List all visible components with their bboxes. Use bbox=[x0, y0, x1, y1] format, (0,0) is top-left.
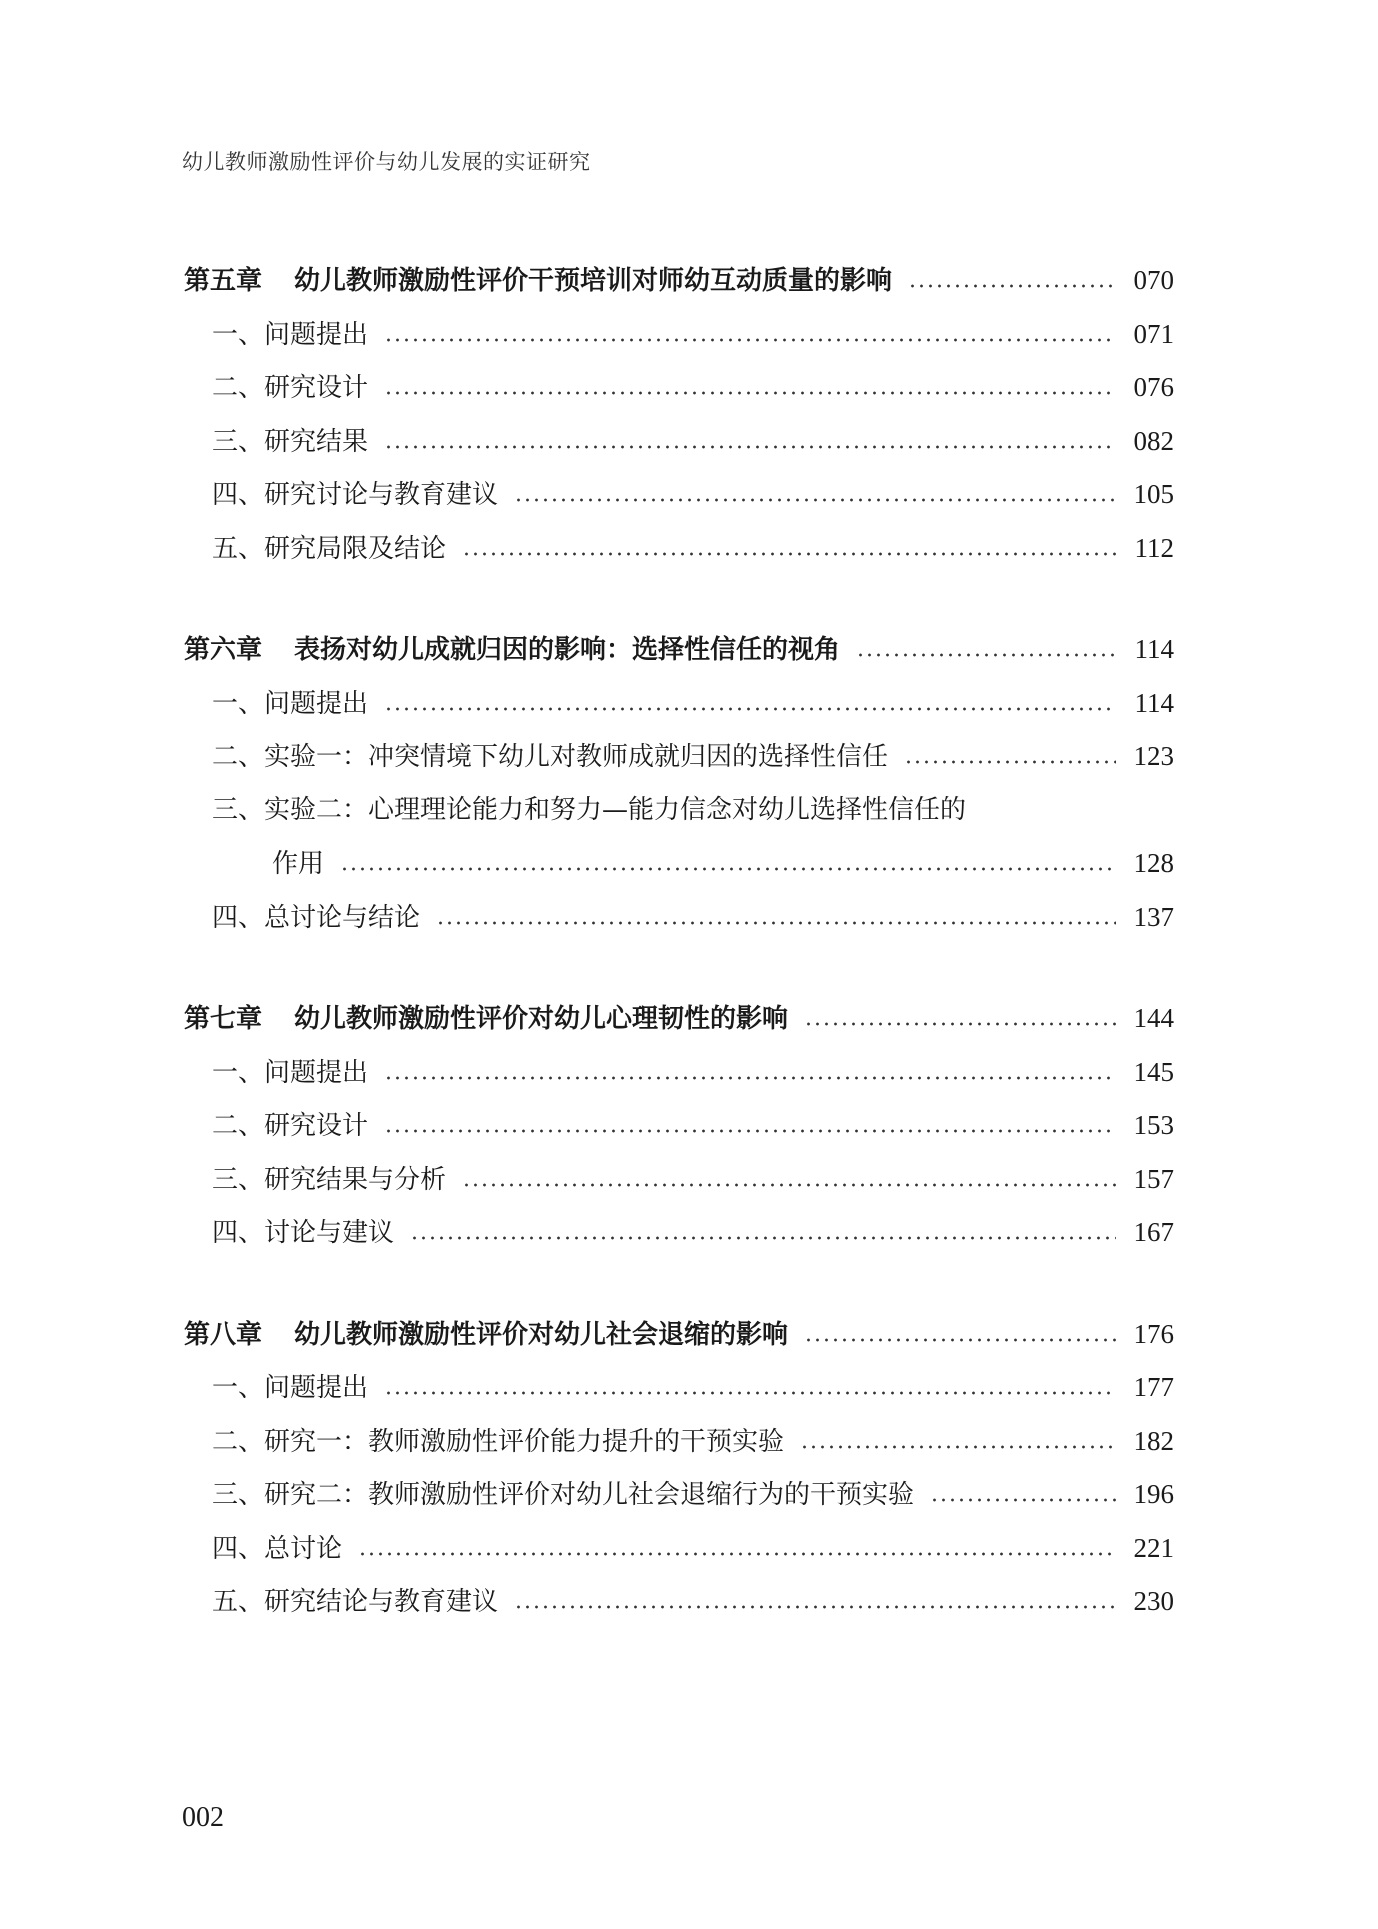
section-number: 三、 bbox=[212, 794, 265, 825]
toc-entry-section[interactable] bbox=[184, 1522, 1174, 1576]
section-number: 五、 bbox=[212, 533, 265, 564]
section-number: 二、 bbox=[212, 742, 265, 772]
toc-entry-chapter[interactable] bbox=[184, 623, 1174, 677]
section-title: 总讨论与结论 bbox=[264, 902, 421, 933]
chapter-title: 幼儿教师激励性评价干预培训对师幼互动质量的影响 bbox=[294, 266, 893, 296]
section-number: 四、 bbox=[212, 1218, 265, 1248]
section-page-number: 114 bbox=[1134, 687, 1174, 718]
section-page-number: 123 bbox=[1133, 741, 1174, 771]
section-page-number: 082 bbox=[1133, 425, 1174, 456]
toc-entry-section[interactable] bbox=[184, 415, 1174, 469]
toc-entry-section[interactable] bbox=[184, 891, 1174, 945]
section-title: 研究结果 bbox=[264, 426, 369, 457]
toc-entry-section[interactable] bbox=[184, 1153, 1174, 1207]
section-page-number: 196 bbox=[1133, 1479, 1174, 1509]
section-page-number: 137 bbox=[1133, 901, 1174, 932]
toc-entry-section[interactable] bbox=[184, 1206, 1174, 1260]
dot-leader bbox=[856, 648, 1116, 658]
dot-leader bbox=[358, 1547, 1116, 1557]
section-page-number: 105 bbox=[1133, 479, 1174, 509]
chapter-number: 第七章 bbox=[184, 1004, 263, 1034]
running-header: 幼儿教师激励性评价与幼儿发展的实证研究 bbox=[182, 150, 591, 174]
section-page-number: 071 bbox=[1133, 318, 1174, 349]
dot-leader bbox=[930, 1493, 1116, 1503]
section-page-number: 221 bbox=[1133, 1532, 1174, 1563]
chapter-title: 表扬对幼儿成就归因的影响：选择性信任的视角 bbox=[294, 635, 841, 665]
section-number: 一、 bbox=[212, 688, 265, 719]
section-page-number: 112 bbox=[1134, 532, 1174, 563]
section-number: 一、 bbox=[212, 319, 265, 350]
chapter-block bbox=[184, 1308, 1174, 1629]
chapter-block bbox=[184, 254, 1174, 575]
section-title: 研究二：教师激励性评价对幼儿社会退缩行为的干预实验 bbox=[264, 1480, 915, 1510]
toc-entry-section[interactable] bbox=[184, 730, 1174, 784]
section-title: 研究结果与分析 bbox=[264, 1164, 447, 1195]
dot-leader bbox=[514, 1600, 1116, 1610]
dot-leader bbox=[384, 1124, 1116, 1134]
chapter-page-number: 070 bbox=[1133, 265, 1174, 295]
section-title: 问题提出 bbox=[264, 688, 369, 719]
section-title: 研究结论与教育建议 bbox=[264, 1587, 499, 1617]
section-title: 问题提出 bbox=[264, 1057, 369, 1088]
page-number: 002 bbox=[182, 1802, 224, 1833]
dot-leader bbox=[804, 1017, 1116, 1027]
table-of-contents bbox=[184, 254, 1174, 1629]
section-title-continuation: 作用 bbox=[272, 849, 325, 879]
chapter-title: 幼儿教师激励性评价对幼儿心理韧性的影响 bbox=[294, 1004, 789, 1034]
toc-entry-section[interactable] bbox=[184, 468, 1174, 522]
toc-entry-section[interactable] bbox=[184, 1046, 1174, 1100]
toc-entry-section[interactable] bbox=[184, 1415, 1174, 1469]
dot-leader bbox=[384, 1386, 1116, 1396]
toc-entry-chapter[interactable] bbox=[184, 1308, 1174, 1362]
section-page-number: 128 bbox=[1133, 848, 1174, 878]
section-number: 一、 bbox=[212, 1373, 265, 1403]
dot-leader bbox=[904, 755, 1116, 765]
section-page-number: 182 bbox=[1133, 1425, 1174, 1456]
section-page-number: 167 bbox=[1133, 1217, 1174, 1247]
dot-leader bbox=[384, 702, 1116, 712]
dot-leader bbox=[436, 916, 1116, 926]
section-title: 总讨论 bbox=[264, 1533, 343, 1564]
chapter-block bbox=[184, 623, 1174, 944]
section-number: 二、 bbox=[212, 1111, 265, 1141]
section-number: 五、 bbox=[212, 1587, 265, 1617]
section-title: 研究一：教师激励性评价能力提升的干预实验 bbox=[264, 1426, 785, 1457]
toc-entry-chapter[interactable] bbox=[184, 992, 1174, 1046]
toc-entry-section[interactable] bbox=[184, 784, 1174, 838]
toc-entry-section[interactable] bbox=[184, 308, 1174, 362]
section-title: 研究设计 bbox=[264, 373, 369, 403]
toc-entry-section-continued[interactable] bbox=[184, 837, 1174, 891]
dot-leader bbox=[384, 440, 1116, 450]
section-number: 四、 bbox=[212, 480, 265, 510]
dot-leader bbox=[514, 493, 1116, 503]
section-page-number: 145 bbox=[1133, 1056, 1174, 1087]
dot-leader bbox=[462, 547, 1116, 557]
section-title: 研究局限及结论 bbox=[264, 533, 447, 564]
dot-leader bbox=[384, 386, 1116, 396]
section-page-number: 076 bbox=[1133, 372, 1174, 402]
section-number: 三、 bbox=[212, 1164, 265, 1195]
toc-entry-section[interactable] bbox=[184, 522, 1174, 576]
dot-leader bbox=[340, 862, 1116, 872]
chapter-number: 第五章 bbox=[184, 266, 263, 296]
section-number: 四、 bbox=[212, 1533, 265, 1564]
section-page-number: 230 bbox=[1133, 1586, 1174, 1616]
dot-leader bbox=[804, 1333, 1116, 1343]
dot-leader bbox=[800, 1440, 1116, 1450]
toc-entry-section[interactable] bbox=[184, 1361, 1174, 1415]
section-page-number: 157 bbox=[1133, 1163, 1174, 1194]
toc-entry-section[interactable] bbox=[184, 1099, 1174, 1153]
section-title: 问题提出 bbox=[264, 1373, 369, 1403]
dot-leader bbox=[908, 279, 1116, 289]
section-number: 三、 bbox=[212, 426, 265, 457]
section-title: 研究设计 bbox=[264, 1111, 369, 1141]
chapter-title: 幼儿教师激励性评价对幼儿社会退缩的影响 bbox=[294, 1319, 789, 1350]
section-page-number: 177 bbox=[1133, 1372, 1174, 1402]
section-title: 实验二：心理理论能力和努力—能力信念对幼儿选择性信任的 bbox=[264, 794, 967, 825]
toc-entry-section[interactable] bbox=[184, 1575, 1174, 1629]
section-title: 实验一：冲突情境下幼儿对教师成就归因的选择性信任 bbox=[264, 742, 889, 772]
section-title: 问题提出 bbox=[264, 319, 369, 350]
dot-leader bbox=[384, 1071, 1116, 1081]
toc-entry-section[interactable] bbox=[184, 361, 1174, 415]
dot-leader bbox=[462, 1178, 1116, 1188]
section-number: 四、 bbox=[212, 902, 265, 933]
chapter-block bbox=[184, 992, 1174, 1260]
toc-entry-chapter[interactable] bbox=[184, 254, 1174, 308]
chapter-page-number: 144 bbox=[1133, 1003, 1174, 1033]
toc-entry-section[interactable] bbox=[184, 1468, 1174, 1522]
section-title: 研究讨论与教育建议 bbox=[264, 480, 499, 510]
chapter-number: 第六章 bbox=[184, 635, 263, 665]
toc-entry-section[interactable] bbox=[184, 677, 1174, 731]
section-number: 二、 bbox=[212, 373, 265, 403]
section-number: 二、 bbox=[212, 1426, 265, 1457]
section-page-number: 153 bbox=[1133, 1110, 1174, 1140]
chapter-number: 第八章 bbox=[184, 1319, 263, 1350]
dot-leader bbox=[384, 333, 1116, 343]
section-number: 三、 bbox=[212, 1480, 265, 1510]
chapter-page-number: 176 bbox=[1133, 1318, 1174, 1349]
dot-leader bbox=[410, 1231, 1116, 1241]
chapter-page-number: 114 bbox=[1134, 634, 1174, 664]
section-number: 一、 bbox=[212, 1057, 265, 1088]
section-title: 讨论与建议 bbox=[264, 1218, 395, 1248]
